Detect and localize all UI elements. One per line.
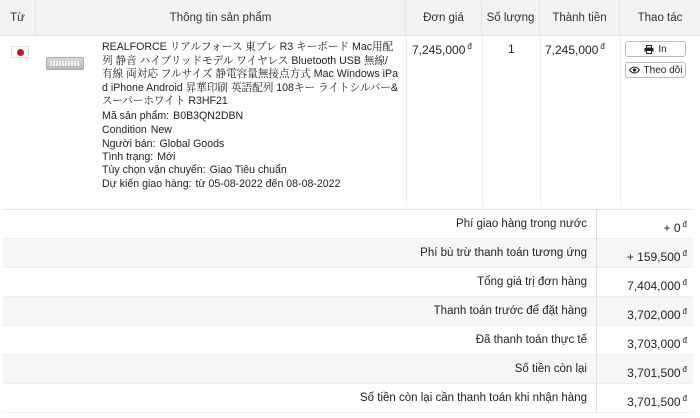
detail-label: Tùy chọn vận chuyển: <box>102 164 206 176</box>
col-header-from: Từ <box>0 0 36 36</box>
follow-button[interactable] <box>625 62 686 78</box>
detail-value: B0B3QN2DBN <box>173 110 244 122</box>
printer-icon <box>644 45 654 54</box>
summary-value <box>627 268 687 297</box>
summary-value <box>627 239 687 268</box>
summary-value <box>664 210 687 239</box>
currency-symbol: đ <box>682 220 687 229</box>
column-divider <box>596 384 597 413</box>
summary-amount: 3,701,500 <box>627 395 681 409</box>
detail-label: Mã sản phẩm: <box>102 110 170 122</box>
product-detail-condition <box>102 124 172 136</box>
summary-row-domestic-shipping <box>3 210 693 239</box>
table-header <box>0 0 700 36</box>
summary-label: Số tiền còn lại <box>514 363 587 375</box>
summary-value <box>627 384 687 413</box>
detail-label: Người bán: <box>102 138 156 150</box>
detail-value: New <box>150 124 172 136</box>
summary-amount: + 0 <box>663 221 681 235</box>
summary-amount: 3,702,000 <box>627 308 681 322</box>
currency-symbol: đ <box>682 278 687 287</box>
product-detail-status <box>102 151 175 163</box>
currency-symbol: đ <box>682 336 687 345</box>
detail-value: Global Goods <box>159 138 225 150</box>
summary-label: Thanh toán trước để đặt hàng <box>433 305 587 317</box>
summary-value <box>627 297 687 326</box>
summary-amount: 7,404,000 <box>627 279 681 293</box>
summary-row-actually-paid <box>3 326 693 355</box>
product-row <box>0 36 700 206</box>
summary-amount: 3,701,500 <box>627 366 681 380</box>
summary-amount: + 159,500 <box>626 250 681 264</box>
summary-value <box>627 355 687 384</box>
print-button-label: In <box>658 43 667 55</box>
unit-price <box>412 42 472 57</box>
column-divider <box>596 268 597 297</box>
detail-label: Tình trạng: <box>102 151 154 163</box>
currency-symbol: đ <box>682 307 687 316</box>
currency-symbol: đ <box>682 249 687 258</box>
column-divider <box>596 297 597 326</box>
summary-row-payment-offset-fee <box>3 239 693 268</box>
summary-value <box>627 326 687 355</box>
detail-label: Condition <box>102 124 147 136</box>
col-header-actions: Thao tác <box>637 12 683 24</box>
summary-row-remaining-on-delivery <box>3 384 693 413</box>
column-divider <box>596 326 597 355</box>
summary-label: Phí giao hàng trong nước <box>456 218 587 230</box>
summary-row-deposit <box>3 297 693 326</box>
summary-row-remaining <box>3 355 693 384</box>
currency-symbol: đ <box>682 365 687 374</box>
col-header-quantity: Số lượng <box>482 0 540 36</box>
summary-label: Phí bù trừ thanh toán tương ứng <box>420 247 587 259</box>
follow-button-label: Theo dõi <box>643 64 683 76</box>
eye-icon <box>629 66 640 74</box>
column-divider <box>596 210 597 239</box>
currency-symbol: đ <box>600 42 605 51</box>
summary-label: Số tiền còn lại cần thanh toán khi nhận hàng <box>360 392 587 404</box>
column-divider <box>596 239 597 268</box>
detail-value: Mới <box>157 151 176 163</box>
product-detail-seller <box>102 138 224 150</box>
summary-label: Đã thanh toán thực tế <box>475 334 587 346</box>
detail-value: từ 05-08-2022 đến 08-08-2022 <box>195 178 341 190</box>
quantity-value: 1 <box>508 42 515 56</box>
summary-amount: 3,703,000 <box>627 337 681 351</box>
unit-price-value: 7,245,000 <box>412 43 466 57</box>
column-divider <box>596 355 597 384</box>
currency-symbol: đ <box>682 394 687 403</box>
detail-value: Giao Tiêu chuẩn <box>209 164 287 176</box>
summary-row-order-total <box>3 268 693 297</box>
line-total <box>545 42 605 57</box>
product-detail-shipping-option <box>102 164 287 176</box>
detail-label: Dự kiến giao hàng: <box>102 178 192 190</box>
product-title[interactable]: REALFORCE リアルフォース 東プレ R3 キーボード Mac用配列 静音 ハイブリッドモデル ワイヤレス Bluetooth USB 無線/有線 両対応 フルサイズ 静電容量無接点方式 Mac Windows iPad iPhone Android 昇華印刷 英語配列 108キー ライトシルバー&スーパーホワイト R3HF21 <box>102 41 398 107</box>
summary-label: Tổng giá trị đơn hàng <box>477 276 587 288</box>
currency-symbol: đ <box>467 42 472 51</box>
line-total-value: 7,245,000 <box>545 43 599 57</box>
col-header-unit-price: Đơn giá <box>406 0 482 36</box>
print-button[interactable] <box>625 41 686 57</box>
japan-flag-icon <box>11 46 29 58</box>
product-thumbnail[interactable] <box>46 57 84 70</box>
product-detail-delivery-estimate <box>102 178 340 190</box>
product-detail-sku <box>102 110 243 122</box>
col-header-product-info: Thông tin sản phẩm <box>36 0 406 36</box>
col-header-total: Thành tiền <box>540 0 620 36</box>
